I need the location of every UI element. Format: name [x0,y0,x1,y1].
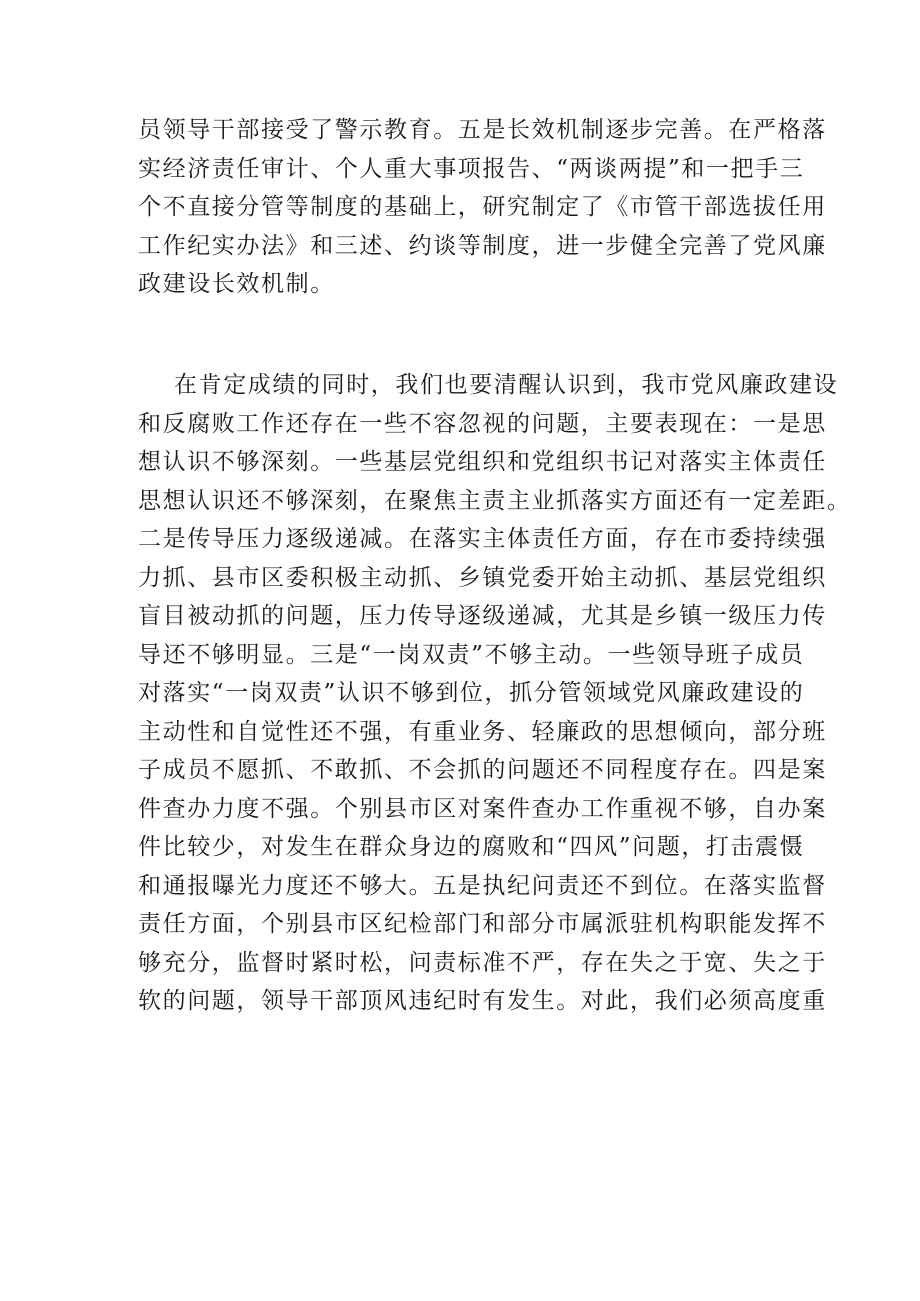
paragraph-line: 和反腐败工作还存在一些不容忽视的问题，主要表现在：一是思 [138,410,827,437]
paragraph-line: 力抓、县市区委积极主动抓、乡镇党委开始主动抓、基层党组织 [138,564,827,591]
paragraph-line: 盲目被动抓的问题，压力传导逐级递减，尤其是乡镇一级压力传 [138,603,827,629]
paragraph-line: 够充分，监督时紧时松，问责标准不严，存在失之于宽、失之于 [138,949,827,976]
paragraph-line: 责任方面，个别县市区纪检部门和部分市属派驻机构职能发挥不 [138,911,827,937]
paragraph-line: 思想认识还不够深刻，在聚焦主责主业抓落实方面还有一定差距。 [138,487,852,514]
paragraph-line: 想认识不够深刻。一些基层党组织和党组织书记对落实主体责任 [138,449,827,475]
paragraph-line: 实经济责任审计、个人重大事项报告、“两谈两提”和一把手三 [138,155,805,182]
paragraph-line: 软的问题，领导干部顶风违纪时有发生。对此，我们必须高度重 [138,988,827,1014]
paragraph-2 [138,366,852,1021]
paragraph-line: 和通报曝光力度还不够大。五是执纪问责还不到位。在落实监督 [138,872,827,899]
paragraph-line: 政建设长效机制。 [138,271,335,297]
paragraph-line: 对落实“一岗双责”认识不够到位，抓分管领域党风廉政建设的 [138,680,805,706]
paragraph-1 [138,111,827,304]
paragraph-line: 件比较少，对发生在群众身边的腐败和“四风”问题，打击震慑 [138,834,805,860]
paragraph-line: 工作纪实办法》和三述、约谈等制度，进一步健全完善了党风廉 [138,232,827,259]
paragraph-line: 员领导干部接受了警示教育。五是长效机制逐步完善。在严格落 [138,117,827,143]
paragraph-line: 导还不够明显。三是“一岗双责”不够主动。一些领导班子成员 [138,641,805,668]
paragraph-line: 子成员不愿抓、不敢抓、不会抓的问题还不同程度存在。四是案 [138,757,827,783]
paragraph-line: 个不直接分管等制度的基础上，研究制定了《市管干部选拔任用 [138,194,827,220]
paragraph-line: 主动性和自觉性还不强，有重业务、轻廉政的思想倾向，部分班 [138,718,827,745]
paragraph-line: 在肯定成绩的同时，我们也要清醒认识到，我市党风廉政建设 [174,372,839,398]
paragraph-line: 件查办力度不强。个别县市区对案件查办工作重视不够，自办案 [138,795,827,822]
paragraph-line: 二是传导压力逐级递减。在落实主体责任方面，存在市委持续强 [138,526,827,552]
